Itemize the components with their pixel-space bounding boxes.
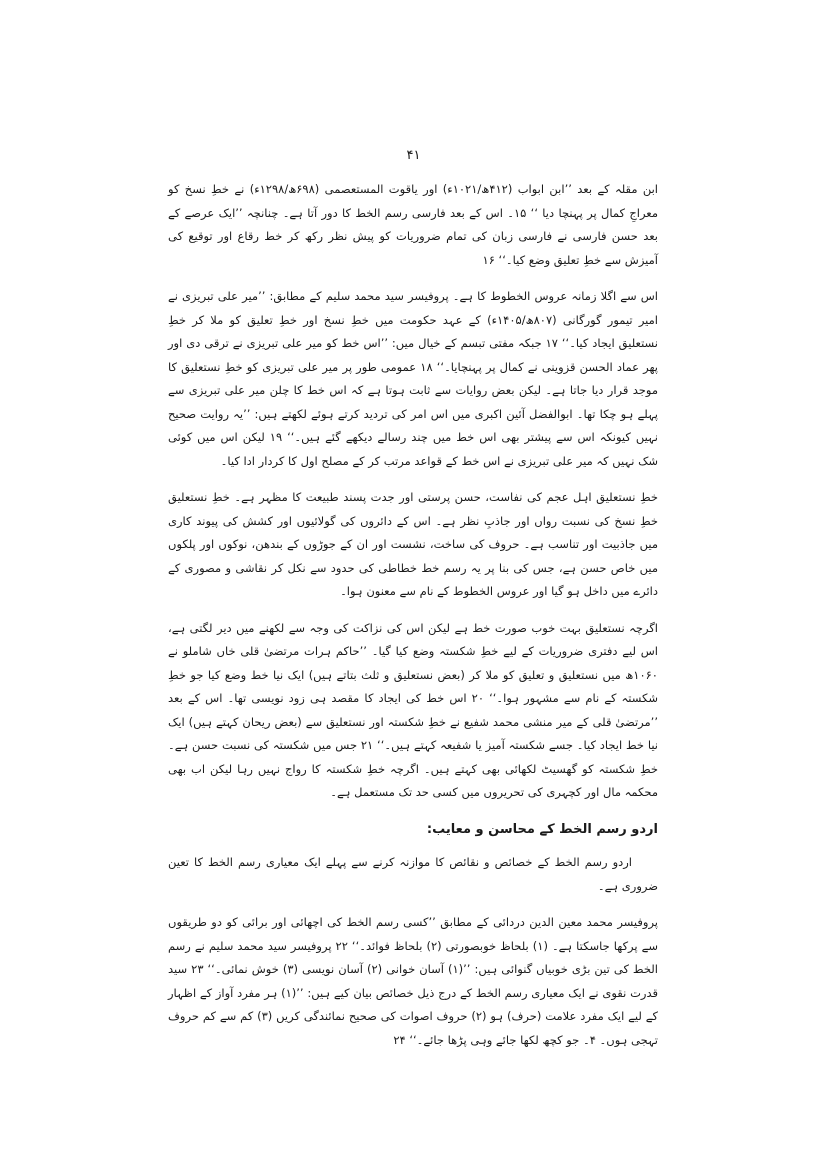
page-body (168, 178, 658, 1065)
paragraph-nastaliq-beauty: خطِ نستعلیق اہل عجم کی نفاست، حسن پرستی اور جدت پسند طبیعت کا مظہر ہے۔ خطِ نستعلیق خطِ نسخ کی نسبت رواں اور جاذبِ نظر ہے۔ اس کے دائروں کی گولائیوں اور کشش کی پیوند کاری میں جاذبیت اور تناسب ہے۔ حروف کی ساخت، نشست اور ان کے جوڑوں کے بندھن، نوکوں اور پلکوں میں خاص حسن ہے، جس کی بنا پر یہ رسم خط خطاطی کی حدود سے نکل کر نقاشی و مصوری کے دائرے میں داخل ہو گیا اور عروس الخطوط کے نام سے معنون ہوا۔ (168, 490, 658, 598)
paragraph-naskh-history: ابن مقلہ کے بعد ’’ابن ابواب (۴۱۲ھ/۱۰۲۱ء) اور یاقوت المستعصمی (۶۹۸ھ/۱۲۹۸ء) نے خطِ نسخ کو معراجِ کمال پر پہنچا دیا ‘‘ ۱۵۔ اس کے بعد فارسی رسم الخط کا دور آتا ہے۔ چنانچہ ’’ایک عرصے کے بعد حسن فارسی نے فارسی زبان کی تمام ضروریات کو پیش نظر رکھ کر خط رقاع اور توقیع کی آمیزش سے خطِ تعلیق وضع کیا۔‘‘ ۱۶ (168, 182, 659, 267)
section-heading: اردو رسم الخط کے محاسن و معایب: (426, 821, 658, 837)
paragraph-shikasta: اگرچہ نستعلیق بہت خوب صورت خط ہے لیکن اس کی نزاکت کی وجہ سے لکھنے میں دیر لگتی ہے، اس لیے دفتری ضروریات کے لیے خطِ شکستہ وضع کیا گیا۔ ’’حاکم ہرات مرتضیٰ قلی خاں شاملو نے ۱۰۶۰ھ میں نستعلیق و تعلیق کو ملا کر (بعض نستعلیق و ثلث بتاتے ہیں) ایک نیا خط وضع کیا جو خطِ شکستہ کے نام سے مشہور ہوا۔‘‘ ۲۰ اس خط کی ایجاد کا مقصد ہی زود نویسی تھا۔ اس کے بعد ’’مرتضیٰ قلی کے میر منشی محمد شفیع نے خطِ شکستہ اور نستعلیق سے (بعض ریحان کہتے ہیں) ایک نیا خط ایجاد کیا۔ جسے شکستہ آمیز یا شفیعہ کہتے ہیں۔‘‘ ۲۱ جس میں شکستہ کی نسبت حسن ہے۔ خطِ شکستہ کو گھسیٹ لکھائی بھی کہتے ہیں۔ اگرچہ خطِ شکستہ کا رواج نہیں رہا لیکن اب بھی محکمہ مال اور کچہری کی تحریروں میں کسی حد تک مستعمل ہے۔ (168, 620, 658, 799)
page-number: ۴۱ (406, 148, 421, 163)
paragraph-nastaliq-origin: اس سے اگلا زمانہ عروس الخطوط کا ہے۔ پروفیسر سید محمد سلیم کے مطابق: ’’میر علی تبریزی نے امیر تیمور گورگانی (۸۰۷ھ/۱۴۰۵ء) کے عہد حکومت میں خطِ نسخ اور خطِ تعلیق کو ملا کر خطِ نستعلیق ایجاد کیا۔‘‘ ۱۷ جبکہ مفتی تبسم کے خیال میں: ’’اس خط کو میر علی تبریزی نے ترقی دی اور پھر عماد الحسن قزوینی نے کمال پر پہنچایا۔‘‘ ۱۸ عمومی طور پر میر علی تبریزی کو خطِ نستعلیق کا موجد قرار دیا جاتا ہے۔ لیکن بعض روایات سے ثابت ہوتا ہے کہ اس خط کا چلن میر علی تبریزی سے پہلے ہو چکا تھا۔ ابوالفضل آئین اکبری میں اس امر کی تردید کرتے ہوئے لکھتے ہیں: ’’یہ روایت صحیح نہیں کیونکہ اس سے پیشتر بھی اس خط میں چند رسالے دیکھے گئے ہیں۔‘‘ ۱۹ لیکن اس میں کوئی شک نہیں کہ میر علی تبریزی نے اس خط کے قواعد مرتب کر کے مصلح اول کا کردار ادا کیا۔ (168, 289, 659, 468)
intro-line: اردو رسم الخط کے خصائص و نقائص کا موازنہ کرنے سے پہلے ایک معیاری رسم الخط کا تعین ضروری ہے۔ (168, 855, 658, 893)
paragraph-standard-script: پروفیسر محمد معین الدین دردائی کے مطابق ’’کسی رسم الخط کی اچھائی اور برائی کو دو طریقوں سے پرکھا جاسکتا ہے۔ (۱) بلحاظ خوبصورتی (۲) بلحاظ فوائد۔‘‘ ۲۲ پروفیسر سید محمد سلیم نے رسم الخط کی تین بڑی خوبیاں گنوائی ہیں: ’’(۱) آسان خوانی (۲) آسان نویسی (۳) خوش نمائی۔‘‘ ۲۳ سید قدرت نقوی نے ایک معیاری رسم الخط کے درج ذیل خصائص بیان کیے ہیں: ’’(۱) ہر مفرد آواز کے اظہار کے لیے ایک مفرد علامت (حرف) ہو (۲) حروف اصوات کی صحیح نمائندگی کریں (۳) کم سے کم حروف تہجی ہوں۔ ۴۔ جو کچھ لکھا جائے وہی پڑھا جائے۔‘‘ ۲۴ (168, 915, 658, 1047)
